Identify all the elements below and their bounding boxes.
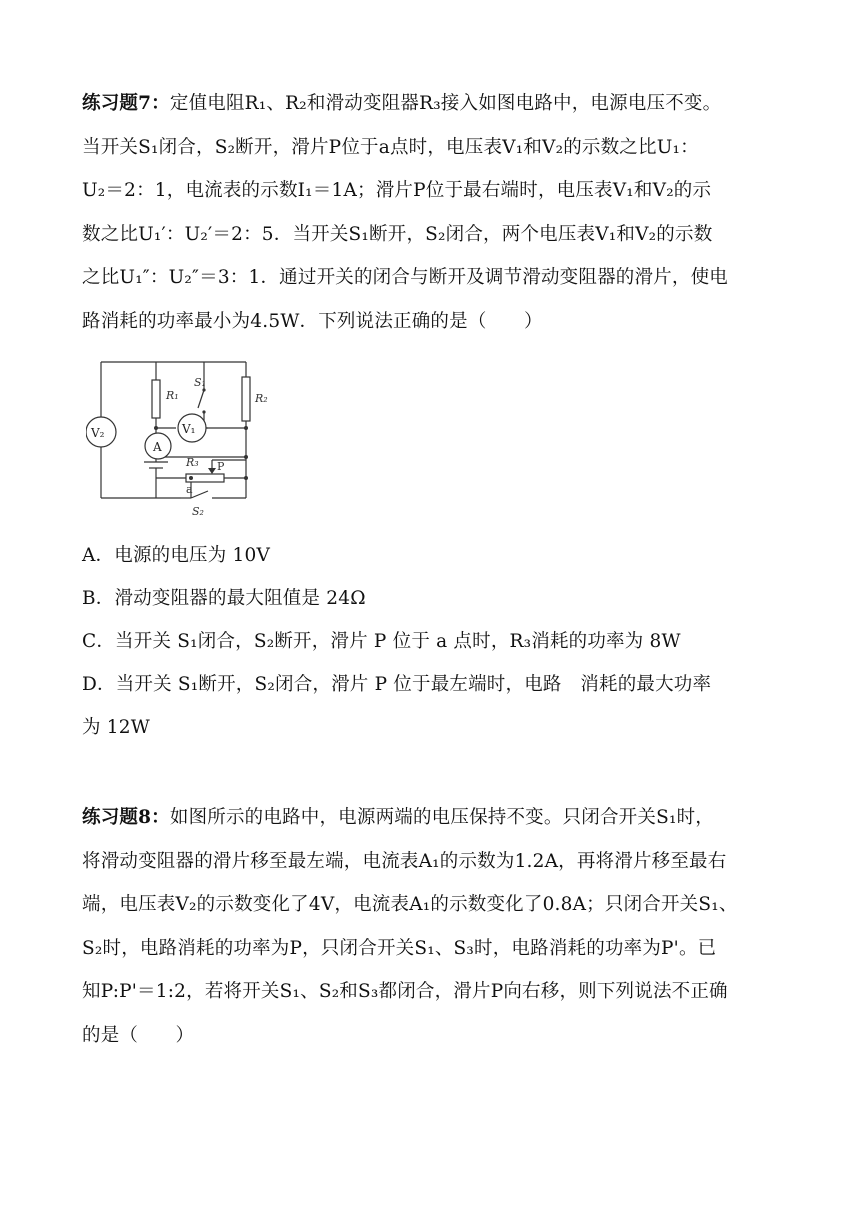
option-a: A．电源的电压为 10V [82,545,271,566]
label-v2: V₂ [91,426,105,440]
question-7-line-5: 之比U₁″：U₂″＝3：1．通过开关的闭合与断开及调节滑动变阻器的滑片，使电 [82,267,728,288]
label-r2: R₂ [255,392,268,405]
question-8-line-6: 的是（ ） [82,1024,195,1046]
question-7-text [82,82,782,343]
question-8-text [82,796,782,1057]
question-7-line-4: 数之比U₁′：U₂′＝2：5．当开关S₁断开，S₂闭合，两个电压表V₁和V₂的示数 [82,223,713,245]
label-point-a: a [186,483,193,496]
circuit-diagram [86,352,286,522]
question-8-label: 练习题8： [82,807,170,828]
question-8-line-5: 知P:P'＝1:2，若将开关S₁、S₂和S₃都闭合，滑片P向右移，则下列说法不正确 [82,981,728,1002]
label-slider-p: P [217,460,225,473]
question-8-line-1: 练习题8：如图所示的电路中，电源两端的电压保持不变。只闭合开关S₁时， [82,807,714,828]
label-s1: S₁ [194,376,206,389]
label-r3: R₃ [186,456,199,469]
label-s2: S₂ [192,505,204,518]
question-7-line-1: 练习题7：定值电阻R₁、R₂和滑动变阻器R₃接入如图电路中，电源电压不变。 [82,93,722,114]
option-b: B．滑动变阻器的最大阻值是 24Ω [82,588,366,609]
label-r1: R₁ [166,389,179,402]
option-d-continued: 为 12W [82,717,150,738]
question-8-line-4: S₂时，电路消耗的功率为P，只闭合开关S₁、S₃时，电路消耗的功率为P'。已 [82,937,717,959]
label-v1: V₁ [182,422,196,436]
question-7-label: 练习题7： [82,93,170,114]
label-ammeter: A [153,440,162,454]
question-7-line-3: U₂＝2：1，电流表的示数I₁＝1A；滑片P位于最右端时，电压表V₁和V₂的示 [82,180,712,201]
question-7-line-2: 当开关S₁闭合，S₂断开，滑片P位于a点时，电压表V₁和V₂的示数之比U₁： [82,136,699,158]
question-8-line-3: 端，电压表V₂的示数变化了4V，电流表A₁的示数变化了0.8A；只闭合开关S₁、 [82,894,738,915]
option-d: D．当开关 S₁断开，S₂闭合，滑片 P 位于最左端时，电路 消耗的最大功率 [82,674,712,695]
question-8-line-2: 将滑动变阻器的滑片移至最左端，电流表A₁的示数为1.2A，再将滑片移至最右 [82,850,727,872]
option-c: C．当开关 S₁闭合，S₂断开，滑片 P 位于 a 点时，R₃消耗的功率为 8W [82,631,681,652]
question-7-line-6: 路消耗的功率最小为4.5W．下列说法正确的是（ ） [82,310,543,332]
